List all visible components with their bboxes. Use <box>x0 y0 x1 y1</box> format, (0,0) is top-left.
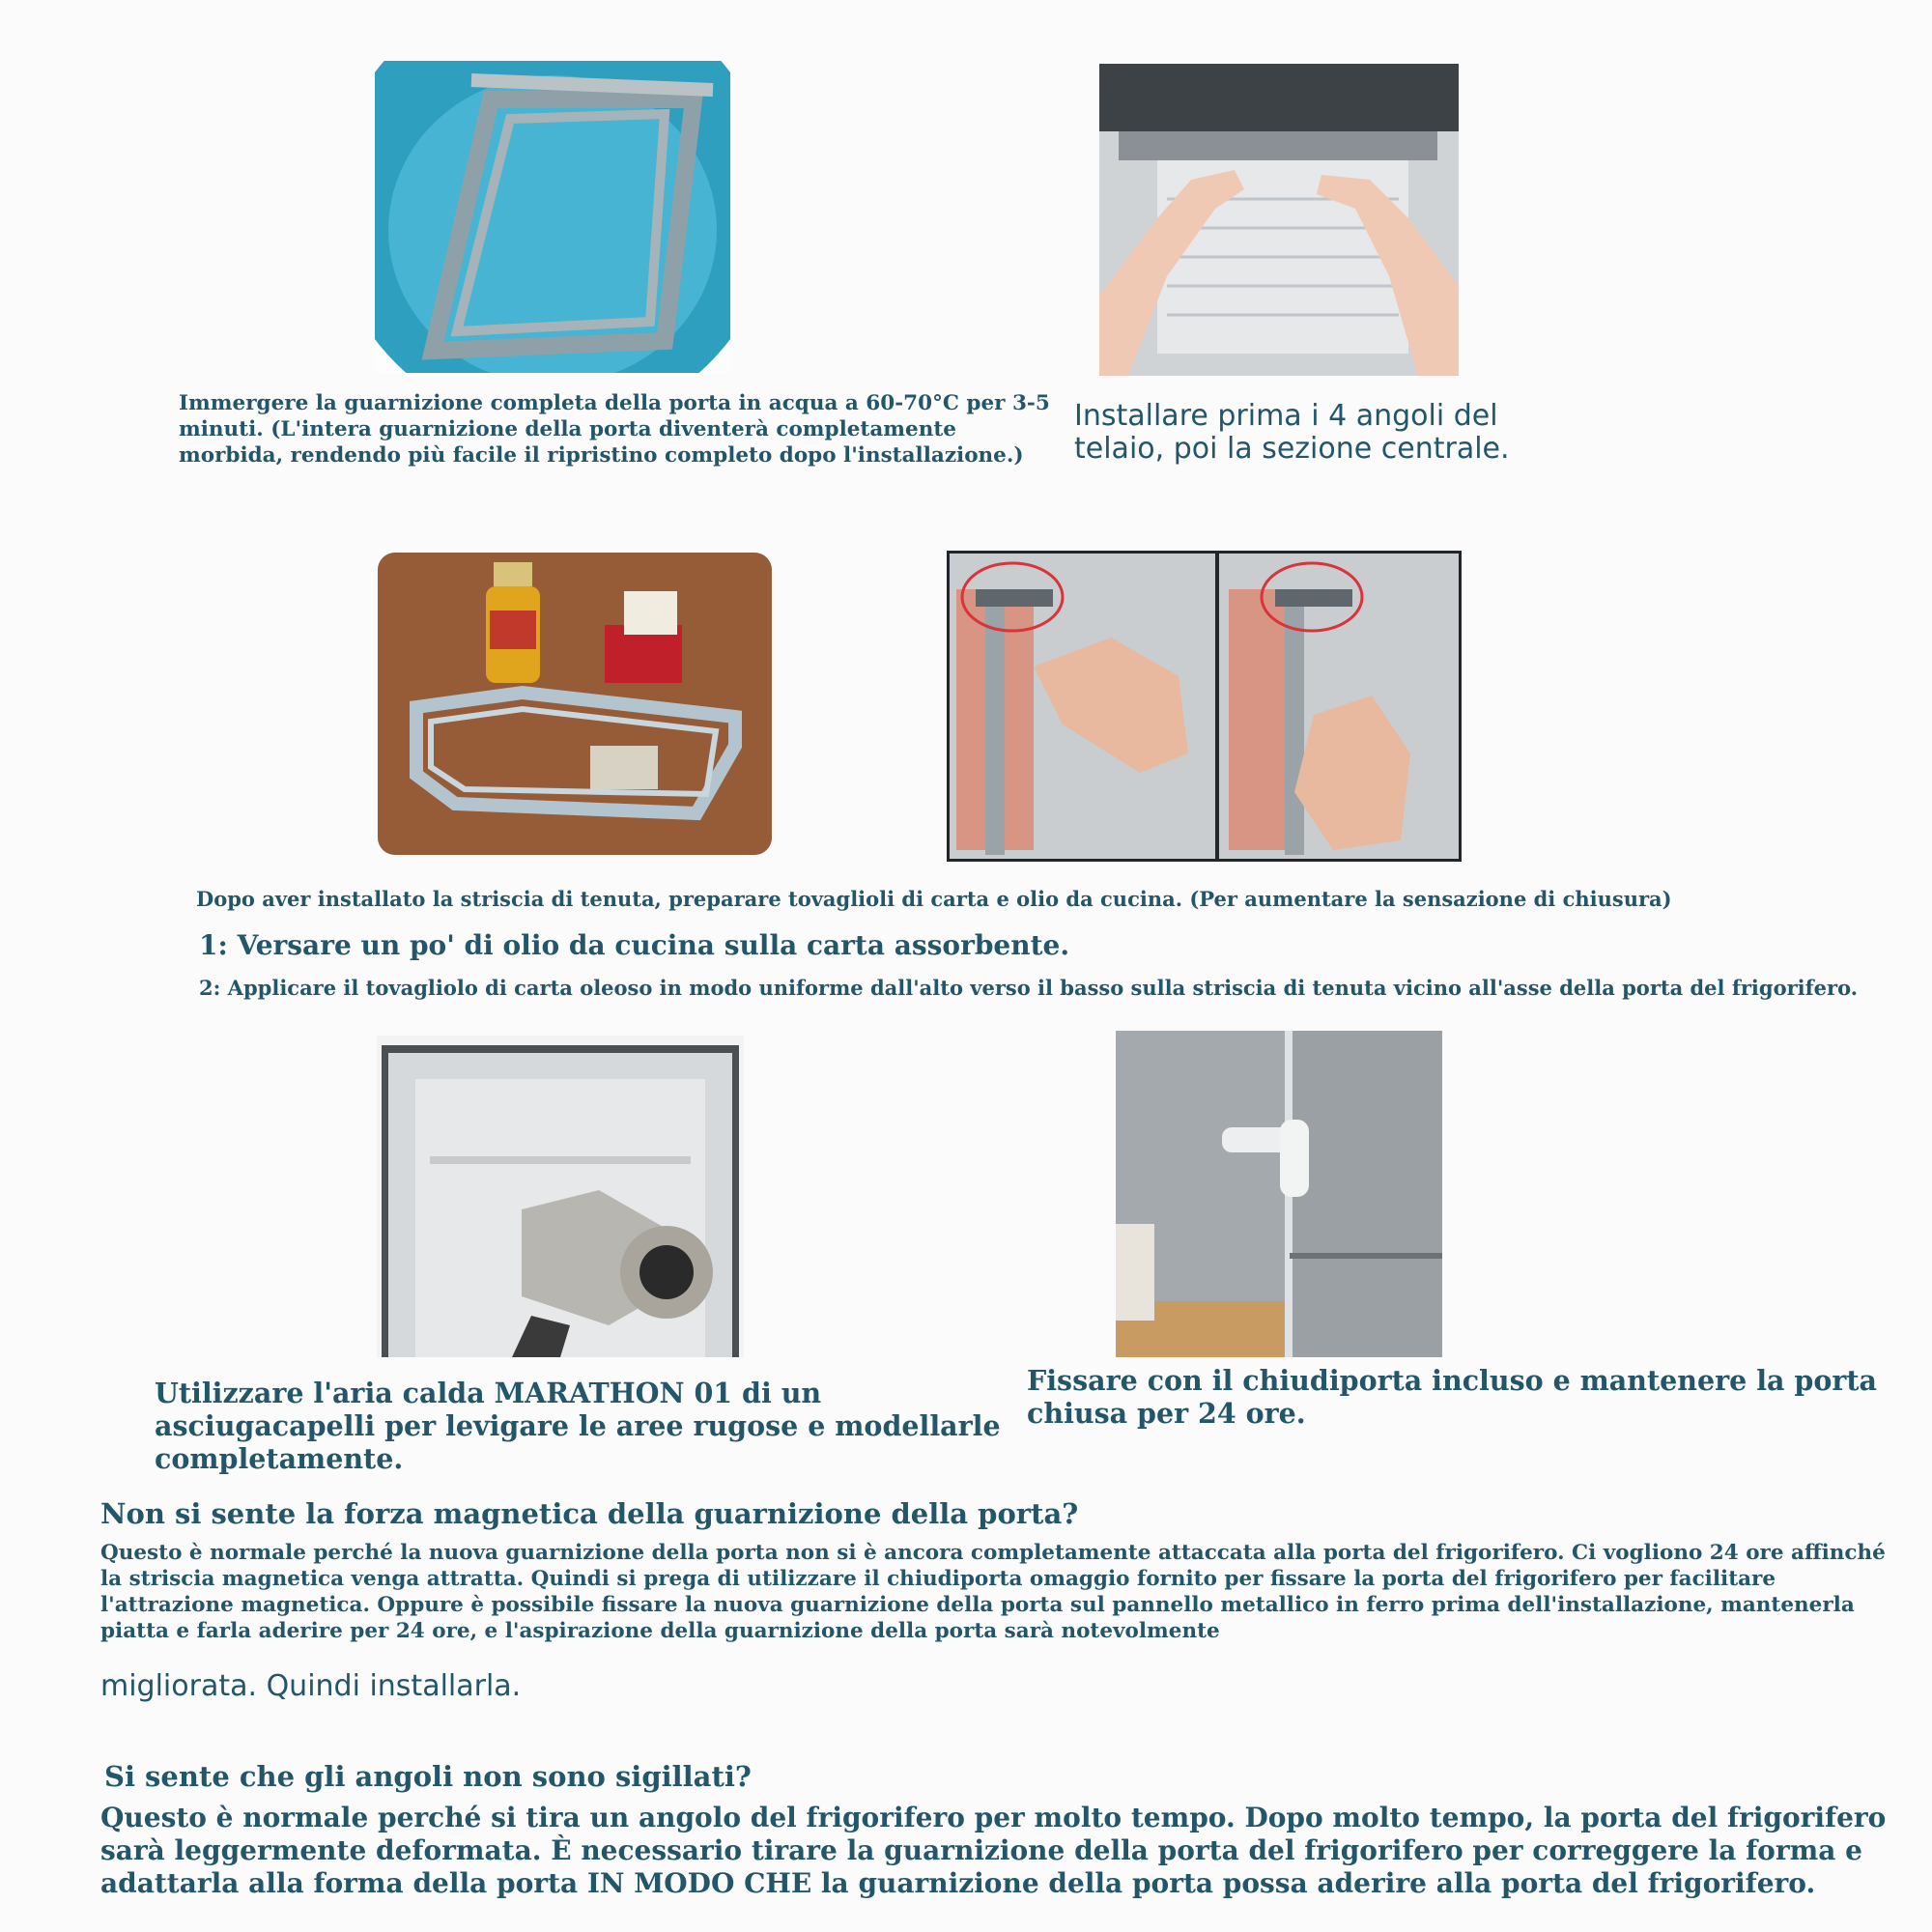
door-lock-caption: Fissare con il chiudiporta incluso e mantenere la porta chiusa per 24 ore. <box>1027 1364 1877 1430</box>
faq-magnetic-answer: Questo è normale perché la nuova guarnizione della porta non si è ancora completamente attaccata alla porta del frigorifero. Ci vogliono 24 ore affinché la striscia magnetica venga attratta. Quindi si prega di utilizzare il chiudiporta omaggio fornito per fissare la porta del frigorifero per facilitare l'attrazione magnetica. Oppure è possibile fissare la nuova guarnizione della porta sul pannello metallico in ferro prima dell'installazione, mantenerla piatta e farla aderire per 24 ore, e l'aspirazione della guarnizione della porta sarà notevolmente <box>100 1541 1886 1643</box>
corners-caption: Installare prima i 4 angoli del telaio, poi la sezione centrale. <box>1074 399 1510 466</box>
faq-magnetic-question: Non si sente la forza magnetica della guarnizione della porta? <box>100 1497 1079 1530</box>
oil-step-2-text: 2: Applicare il tovagliolo di carta oleoso in modo uniforme dall'alto verso il basso sulla striscia di tenuta vicino all'asse della porta del frigorifero. <box>199 976 1859 1000</box>
faq-corners-answer: Questo è normale perché si tira un angolo del frigorifero per molto tempo. Dopo molto tempo, la porta del frigorifero sarà leggermente deformata. È necessario tirare la guarnizione della porta del frigorifero per correggere la forma e adattarla alla forma della porta IN MODO CHE la guarnizione della porta possa aderire alla porta del frigorifero. <box>100 1802 1887 1899</box>
soaking-gasket-photo <box>375 61 730 373</box>
oil-and-tissues-photo <box>378 553 772 855</box>
soak-caption: Immergere la guarnizione completa della porta in acqua a 60-70°C per 3-5 minuti. (L'intera guarnizione della porta diventerà completamente morbida, rendendo più facile il ripristino completo dopo l'installazione.) <box>179 391 1050 468</box>
faq-corners-question: Si sente che gli angoli non sono sigillati? <box>104 1760 752 1793</box>
hair-dryer-caption: Utilizzare l'aria calda MARATHON 01 di un asciugacapelli per levigare le aree rugose e modellarle completamente. <box>155 1377 1001 1475</box>
door-lock-photo <box>1116 1031 1442 1357</box>
oil-step-1-text: 1: Versare un po' di olio da cucina sulla carta assorbente. <box>199 929 1070 961</box>
installing-corners-photo <box>1099 64 1459 376</box>
faq-magnetic-answer-tail: migliorata. Quindi installarla. <box>100 1669 522 1703</box>
hair-dryer-photo <box>377 1036 744 1357</box>
oil-intro-text: Dopo aver installato la striscia di tenuta, preparare tovaglioli di carta e olio da cucina. (Per aumentare la sensazione di chiusura) <box>196 887 1672 911</box>
applying-oil-photo <box>947 551 1462 862</box>
